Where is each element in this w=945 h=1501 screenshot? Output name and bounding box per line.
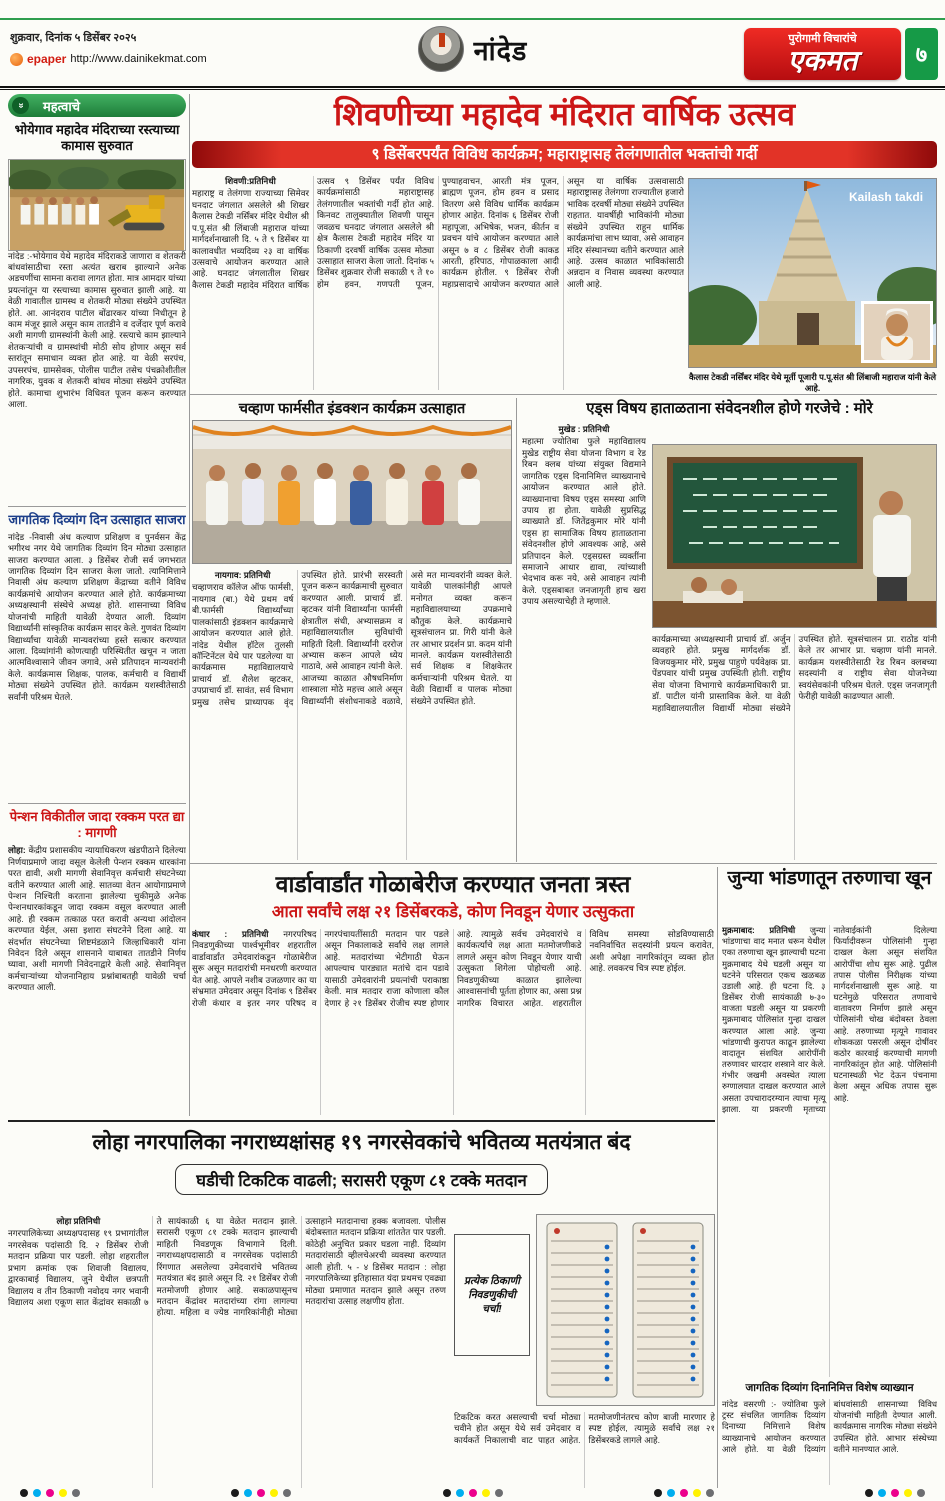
loha-headline: लोहा नगरपालिका नगराध्यक्षांसह १९ नगरसेवकांचे भवितव्य मतयंत्रात बंद: [92, 1131, 631, 1154]
masthead-title: एकमत: [787, 45, 858, 76]
important-section-label: महत्वाचे: [43, 98, 80, 114]
site-url: http://www.dainikekmat.com: [70, 53, 207, 65]
sidebar-important-column: [8, 94, 186, 1116]
registration-dot-group: [231, 1489, 291, 1497]
dateline: मुक्रमाबाद: प्रतिनिधी: [722, 925, 796, 935]
ward-body: कंधार : प्रतिनिधी नगरपरिषद निवडणुकीच्या पार्श्वभूमीवर शहरातील वार्डावार्डांत उमेदवारांकडून गोळाबेरीज सुरू असून मतदारांची मनधरणी करण्यात येत आहे. आपले नशीब उजळणार का या संभ्रमात उमेदवार असून दिनांक ९ डिसेंबर रोजी कंधार व इतर नगर परिषद व नगरपंचायतींसाठी मतदान पार पडले असून निकालाकडे सर्वांचे लक्ष लागले आहे. मतदारांच्या भेटीगाठी घेऊन आपल्याच पारड्यात मतांचे दान पडावे यासाठी उमेदवारांनी प्रयत्नांची पराकाष्ठा केली. मात्र मतदार राजा कोणाला कौल देणार हे २१ डिसेंबर रोजीच स्पष्ट होणार आहे. त्यामुळे सर्वच उमेदवारांचे व कार्यकर्त्यांचे लक्ष आता मतमोजणीकडे लागले असून कोण निवडून येणार याची उत्सुकता शिगेला पोहोचली आहे. निवडणुकीच्या काळात झालेल्या आश्वासनांची पूर्तता होणार का, असा प्रश्न नागरिक विचारत आहेत. शहरातील विविध समस्या सोडविण्यासाठी नवनिर्वाचित सदस्यांनी प्रयत्न करावेत, अशी अपेक्षा नागरिकांतून व्यक्त होत आहे. लवकरच चित्र स्पष्ट होईल.: [192, 929, 714, 1008]
sidebar-article3-headline: पेन्शन विकीतील जादा रक्कम परत द्या : मागणी: [9, 808, 185, 840]
murder-body: मुक्रमाबाद: प्रतिनिधी जुन्या भांडणाचा वाद मनात धरून येथील एका तरुणाचा खून झाल्याची घटना मुक्रमाबाद येथे घडली असून या घटनेने परिसरात एकच खळबळ उडाली आहे. ही घटना दि. ३ डिसेंबर रोजी सायंकाळी ७-३० वाजता घडली असून या प्रकरणी मुक्रमाबाद पोलिसांत गुन्हा दाखल करण्यात आला आहे. जुन्या भांडणाची कुरापत काढून झालेल्या वादातून संशयित आरोपींनी तरुणावर धारदार शस्त्राने वार केले. गंभीर जखमी अवस्थेत त्याला रुग्णालयात दाखल करण्यात आले असता उपचारादरम्यान त्याचा मृत्यू झाला. या प्रकरणी मृताच्या नातेवाईकांनी दिलेल्या फिर्यादीवरून पोलिसांनी गुन्हा दाखल केला असून संशयित आरोपींचा शोध सुरू आहे. पुढील तपास पोलीस निरीक्षक यांच्या मार्गदर्शनाखाली सुरू आहे. या घटनेमुळे परिसरात तणावाचे वातावरण निर्माण झाले असून पोलिसांनी चोख बंदोबस्त ठेवला आहे. तरुणाच्या मृत्यूने गावावर शोककळा पसरली असून दोषींवर कठोर कारवाई करण्याची मागणी नागरिकांतून होत आहे. पोलिसांनी घटनास्थळी भेट देऊन पंचनामा केला असून अधिक तपास सुरू आहे.: [722, 925, 937, 1114]
desk: [653, 601, 936, 627]
election-buzz-notice: प्रत्येक ठिकाणी निवडणुकीची चर्चा!: [454, 1234, 530, 1356]
lead-article-body: शिवणी:प्रतिनिधी महाराष्ट्र व तेलंगणा राज्याच्या सिमेवर घनदाट जंगलात असलेले श्री शिखर कैलास टेकडी नर्सिंबर मंदिर येथील श्री प.पू.संत श्री लिंबाजी महाराज यांच्या मार्गदर्शनाखाली दि. ५ ते ९ डिसेंबर या कालावधीत भव्यदिव्य २३ वा वार्षिक उत्सवाचे आयोजन करण्यात आले आहे. घनदाट जंगलातील शिखर कैलास टेकडी महादेव मंदिरात वार्षिक उत्सव ९ डिसेंबर पर्यंत विविध कार्यक्रमांसाठी महाराष्ट्रासह तेलंगणातील भक्तांची गर्दी होत आहे. किनवट तालुक्यातील शिवणी पासून जवळच घनदाट जंगलात असलेले श्री क्षेत्र कैलास टेकडी महादेव मंदिर या ठिकाणी दरवर्षी वार्षिक उत्सव मोठ्या उत्साहात साजरा केला जातो. दिनांक ५ डिसेंबर शुक्रवार रोजी सकाळी ९ ते १० होम हवन, गणपती पूजन, पुण्याहवाचन, आरती मंत्र पूजन, ब्राह्मण पूजन, होम हवन व प्रसाद वितरण असे विविध धार्मिक कार्यक्रम होणार आहेत. दिनांक ६ डिसेंबर रोजी महापूजा, अभिषेक, भजन, कीर्तन व प्रवचन यांचे आयोजन करण्यात आले असून ७ व ८ डिसेंबर रोजी काकड आरती, हरिपाठ, गोपाळकाला आदी कार्यक्रम होतील. ९ डिसेंबर रोजी महाप्रसादाचे आयोजन करण्यात आले असून या वार्षिक उत्सवासाठी महाराष्ट्रासह तेलंगणा राज्यातील हजारो भाविक दरवर्षी मोठ्या संख्येने उपस्थित राहतात. यावर्षीही भाविकांनी मोठ्या संख्येने उपस्थित राहून धार्मिक कार्यक्रमांचा लाभ घ्यावा, असे आवाहन मंदिर संस्थानच्या वतीने करण्यात आले आहे. उत्सव काळात भाविकांसाठी अन्नदान व निवास व्यवस्था करण्यात आली आहे.: [192, 176, 684, 290]
registration-dot-group: [865, 1489, 925, 1497]
page-number: ७: [905, 28, 938, 80]
aids-body-bottom: कार्यक्रमाच्या अध्यक्षस्थानी प्राचार्य डॉ. अर्जुन व्यवहारे होते. प्रमुख मार्गदर्शक डॉ. विजयकुमार मोरे, प्रमुख पाहुणे पर्यवेक्षक प्रा. पेंडपवार यांची प्रमुख उपस्थिती होती. राष्ट्रीय सेवा योजना विभागाचे कार्यक्रमाधिकारी प्रा. डॉ. पाटील यांनी प्रास्ताविक केले. या वेळी महाविद्यालयातील विद्यार्थी मोठ्या संख्येने उपस्थित होते. सूत्रसंचालन प्रा. राठोड यांनी केले तर आभार प्रा. चव्हाण यांनी मानले. कार्यक्रम यशस्वीतेसाठी रेड रिबन क्लबच्या सदस्यांनी व राष्ट्रीय सेवा योजनेच्या स्वयंसेवकांनी परिश्रम घेतले. एड्स जनजागृती फेरीही यावेळी काढण्यात आली.: [652, 634, 937, 713]
induction-body: नायगाव: प्रतिनिधी चव्हाणराव कॉलेज ऑफ फार्मसी, नायगाव (बा.) येथे प्रथम वर्ष बी.फार्मसी विद्यार्थ्यांच्या पालकांसाठी इंडक्शन कार्यक्रमाचे आयोजन करण्यात आले होते. नांदेड येथील हॉटेल तुलसी कॉन्टिनेंटल येथे पार पडलेल्या या कार्यक्रमास महाविद्यालयाचे प्राचार्य डॉ. शैलेश व्हटकर, उपप्राचार्य डॉ. सावंत, सर्व विभाग प्रमुख तसेच प्राध्यापक वृंद उपस्थित होते. प्रारंभी सरस्वती पूजन करून कार्यक्रमाची सुरुवात करण्यात आली. प्राचार्य डॉ. व्हटकर यांनी विद्यार्थ्यांना फार्मसी क्षेत्रातील संधी, अभ्यासक्रम व महाविद्यालयातील सुविधांची माहिती दिली. विद्यार्थ्यांनी दररोज अभ्यास करून आपले ध्येय गाठावे, असे आवाहन त्यांनी केले. आजच्या काळात औषधनिर्माण शास्त्राला मोठे महत्त्व आले असून विद्यार्थ्यांनी संशोधनाकडे वळावे, असे मत मान्यवरांनी व्यक्त केले. यावेळी पालकांनीही आपले मनोगत व्यक्त करून महाविद्यालयाच्या उपक्रमाचे कौतुक केले. कार्यक्रमाचे सूत्रसंचालन प्रा. गिरी यांनी केले तर आभार प्रदर्शन प्रा. कदम यांनी मानले. कार्यक्रम यशस्वीतेसाठी सर्व शिक्षक व शिक्षकेतर कर्मचाऱ्यांनी परिश्रम घेतले. या वेळी विद्यार्थी व पालक मोठ्या संख्येने उपस्थित होते.: [192, 570, 512, 707]
dateline: शिवणी:प्रतिनिधी: [225, 176, 276, 186]
murder-headline: जुन्या भांडणातून तरुणाचा खून: [727, 868, 932, 889]
loha-deck: घडीची टिकटिक वाढली; सरासरी एकूण ८१ टक्के मतदान: [175, 1164, 548, 1195]
section-rule: [190, 863, 937, 864]
evm-unit-left: [547, 1223, 617, 1397]
sidebar-article3-body: लोहा: केंद्रीय प्रशासकीय न्यायाधिकरण खंडपीठाने दिलेल्या निर्णयाप्रमाणे जादा वसूल केलेली पेन्शन रक्कम धारकांना परत द्यावी, अशी मागणी सेवानिवृत्त कर्मचारी संघटनेच्या वतीने करण्यात आली आहे. सातव्या वेतन आयोगाप्रमाणे पेन्शन निश्चिती करताना झालेल्या चुकीमुळे अनेक पेन्शनधारकांकडून जादा रक्कम वसूल करण्यात आली आहे. ही रक्कम तत्काळ परत करावी अन्यथा आंदोलन करण्यात येईल, असा इशारा संघटनेने दिला आहे. या संदर्भात संघटनेच्या शिष्टमंडळाने जिल्हाधिकारी यांना निवेदन दिले असून शासनाने याबाबत तातडीने निर्णय घ्यावा, अशी मागणी निवेदनाद्वारे केली आहे. सेवानिवृत्त कर्मचाऱ्यांच्या योजनानिहाय प्रश्नांबाबतही यावेळी चर्चा करण्यात आली.: [8, 845, 186, 993]
dateline: नायगाव: प्रतिनिधी: [214, 570, 271, 580]
evm-machines-photo: [536, 1214, 715, 1406]
ward-headline: वार्डावार्डांत गोळाबेरीज करण्यात जनता त्रस्त: [275, 871, 631, 897]
newspaper-logo-icon: [418, 26, 464, 72]
important-section-header: [8, 94, 186, 117]
dateline: लोहा प्रतिनिधी: [56, 1216, 101, 1226]
aids-lecture-photo: [652, 444, 937, 628]
edition-name: नांदेड: [473, 35, 528, 66]
inset-portrait: [861, 301, 933, 363]
print-registration-marks: [0, 1487, 945, 1499]
dateline: मुखेड : प्रतिनिधी: [558, 424, 610, 434]
masthead-tagline: पुरोगामी विचारांचे: [788, 33, 857, 45]
lead-photo-caption: कैलास टेकडी नर्सिंबर मंदिर येथे मूर्ती पूजारी प.पू.संत श्री लिंबाजी महाराज यांनी केले आहे.: [688, 372, 937, 393]
temple-photo: [688, 178, 937, 368]
loha-body: लोहा प्रतिनिधी नगरपालिकेच्या अध्यक्षपदासह १९ प्रभागांतील नगरसेवक पदांसाठी दि. २ डिसेंबर रोजी मतदान प्रक्रिया पार पडली. लोहा शहरातील प्रभाग क्रमांक एक शिवाजी विद्यालय, द्वारकाबाई विद्यालय, जुने येथील छत्रपती विद्यालय व तीन ठिकाणी नवोदय नगर भवानी विद्यालय अशा एकूण सात केंद्रांवर सकाळी ७ ते सायंकाळी ६ या वेळेत मतदान झाले. सरासरी एकूण ८१ टक्के मतदान झाल्याची माहिती निवडणूक विभागाने दिली. नगराध्यक्षपदासाठी व नगरसेवक पदांसाठी रिंगणात असलेल्या उमेदवारांचे भवितव्य मतयंत्रात बंद झाले असून दि. २१ डिसेंबर रोजी मतमोजणी होणार आहे. सकाळपासूनच मतदान केंद्रांवर मतदारांच्या रांगा लागल्या होत्या. महिला व ज्येष्ठ नागरिकांनीही मोठ्या उत्साहाने मतदानाचा हक्क बजावला. पोलीस बंदोबस्तात मतदान प्रक्रिया शांततेत पार पडली. कोठेही अनुचित प्रकार घडला नाही. दिव्यांग मतदारांसाठी व्हीलचेअरची व्यवस्था करण्यात आली होती. ५ - ४ डिसेंबर मतदान : लोहा नगरपालिकेच्या इतिहासात यंदा प्रथमच एवढ्या मोठ्या प्रमाणात मतदान झाले असून तरुण मतदारांचा उत्साह लक्षणीय होता.: [8, 1216, 446, 1318]
date-line: शुक्रवार, दिनांक ५ डिसेंबर २०२५: [10, 32, 137, 44]
ward-article: [192, 867, 714, 1117]
lecture-body: नांदेड वसरणी :- ज्योतिबा फुले ट्रस्ट संचलित जागतिक दिव्यांग दिनाच्या निमित्ताने विशेष व्याख्यानाचे आयोजन करण्यात आले होते. या वेळी दिव्यांग बांधवांसाठी शासनाच्या विविध योजनांची माहिती देण्यात आली. कार्यक्रमास नागरिक मोठ्या संख्येने उपस्थित होते. आभार संस्थेच्या वतीने मानण्यात आले.: [722, 1399, 937, 1454]
sidebar-article1-headline: भोयेगाव महादेव मंदिराच्या रस्त्याच्या कामास सुरुवात: [14, 122, 180, 154]
lecture-headline: जागतिक दिव्यांग दिनानिमित्त विशेष व्याख्यान: [745, 1382, 914, 1394]
column-rule: [516, 398, 517, 862]
lead-deck-banner: ९ डिसेंबरपर्यंत विविध कार्यक्रम; महाराष्ट्रासह तेलंगणातील भक्तांची गर्दी: [192, 141, 937, 168]
sidebar-divider-rule: [189, 94, 190, 1116]
registration-dot-group: [654, 1489, 714, 1497]
epaper-label: epaper: [27, 52, 67, 66]
section-rule: [190, 394, 937, 395]
aids-article: [522, 398, 937, 862]
murder-article: [722, 867, 937, 1488]
evm-unit-right: [633, 1223, 703, 1397]
divider: [8, 803, 186, 804]
aids-headline: एड्स विषय हाताळताना संवेदनशील होणे गरजेचे : मोरे: [586, 400, 873, 417]
sidebar-article2-headline: जागतिक दिव्यांग दिन उत्साहात साजरा: [8, 511, 186, 527]
roadwork-photo: [8, 159, 186, 251]
induction-photo: [192, 420, 512, 564]
sidebar-article1-body: नांदेड :-भोयेगाव येथे महादेव मंदिराकडे जाणारा व शेतकरी बांधवांसाठीचा रस्ता अत्यंत खराब झाल्याने अनेक अडचणींचा सामना करावा लागत होता. मात्र आमदार यांच्या प्रयत्नांतून या रस्त्याच्या कामास सुरुवात झाली आहे. या वेळी गावातील ग्रामस्थ व शेतकरी मोठ्या संख्येने उपस्थित होते. आ. आनंदराव पाटील बोंढारकर यांच्या निधीतून हे काम मंजूर झाले असून काम तातडीने व दर्जेदार पूर्ण करावे अशी मागणी ग्रामस्थांनी केली आहे. रस्त्याचे काम झाल्याने शेतकऱ्यांची व ग्रामस्थांची मोठी सोय होणार असून सर्व स्तरांतून समाधान व्यक्त होत आहे. या वेळी सरपंच, उपसरपंच, ग्रामसेवक, पोलीस पाटील तसेच पंचक्रोशीतील नागरिक, युवक व शेतकरी बांधव मोठ्या संख्येने उपस्थित होते. कामाचा शुभारंभ विधिवत पूजन करून करण्यात आला.: [8, 250, 186, 409]
top-green-rule: [0, 18, 945, 20]
loha-body-continued: टिकटिक करत असल्याची चर्चा मोठ्या चवीने होत असून येथे सर्व उमेदवार व कार्यकर्ते निकालाची वाट पाहत आहेत. मतमोजणीनंतरच कोण बाजी मारणार हे स्पष्ट होईल, त्यामुळे सर्वांचे लक्ष २१ डिसेंबरकडे लागले आहे.: [454, 1412, 715, 1445]
chevron-down-icon: »: [12, 97, 29, 114]
divider: [8, 506, 186, 507]
masthead: [744, 28, 901, 80]
dateline: लोहा:: [8, 845, 26, 856]
registration-dot-group: [443, 1489, 503, 1497]
ward-deck: आता सर्वांचे लक्ष २१ डिसेंबरकडे, कोण निवडून येणार उत्सुकता: [271, 903, 635, 921]
photo-label: Kailash takdi: [849, 190, 924, 204]
lead-headline: शिवणीच्या महादेव मंदिरात वार्षिक उत्सव: [333, 96, 796, 132]
aids-body-left: मुखेड : प्रतिनिधी महात्मा ज्योतिबा फुले महाविद्यालय मुखेड राष्ट्रीय सेवा योजना विभाग व रेड रिबन क्लब यांच्या संयुक्त विद्यमाने जागतिक एड्स दिनानिमित्त व्याख्यानाचे आयोजन करण्यात आले होते. व्याख्यानाचा विषय एड्स समस्या आणि उपाय हा होता. यावेळी सुप्रसिद्ध व्याख्याते डॉ. जितेंद्रकुमार मोरे यांनी एड्स हा सामाजिक विषय हाताळताना संवेदनशील होणे आवश्यक आहे, असे प्रतिपादन केले. एड्सग्रस्त व्यक्तींना समाजाने आधार द्यावा, त्यांच्याशी भेदभाव करू नये, असे आवाहन त्यांनी केले. एड्सबाबत जनजागृती हाच खरा उपाय असल्याचेही ते म्हणाले.: [522, 424, 646, 607]
dateline: कंधार : प्रतिनिधी: [192, 929, 269, 939]
registration-dot-group: [20, 1489, 80, 1497]
column-rule: [717, 867, 718, 1488]
loha-election-article: [8, 1120, 715, 1488]
induction-article: [192, 398, 512, 862]
sidebar-article2-body: नांदेड -निवासी अंध कल्याण प्रशिक्षण व पुनर्वसन केंद्र भगीरथ नगर येथे जागतिक दिव्यांग दिन मोठ्या उत्साहात साजरा करण्यात आला. ३ डिसेंबर रोजी सर्व जगभरात जागतिक दिव्यांग दिन साजरा केला जातो. त्यानिमित्ताने निवासी अंध कल्याण प्रशिक्षण केंद्राच्या वतीने विविध कार्यक्रमांचे आयोजन करण्यात आले होते. कार्यक्रमाच्या अध्यक्षस्थानी संस्थेचे अध्यक्ष होते. शासनाच्या विविध योजनांची माहिती यावेळी देण्यात आली. दिव्यांग विद्यार्थ्यांनी सांस्कृतिक कार्यक्रम सादर केले. गुणवंत दिव्यांग विद्यार्थ्यांचा यावेळी मान्यवरांच्या हस्ते सत्कार करण्यात आला. दिव्यांगांनी कोणत्याही परिस्थितीत खचून न जाता आत्मविश्वासाने जीवन जगावे, असे प्रतिपादन मान्यवरांनी केले. कार्यक्रमास शिक्षक, पालक, कर्मचारी व विद्यार्थी मोठ्या संख्येने उपस्थित होते. कार्यक्रम यशस्वीतेसाठी सर्वांनी परिश्रम घेतले.: [8, 531, 186, 702]
induction-headline: चव्हाण फार्मसीत इंडक्शन कार्यक्रम उत्साहात: [238, 401, 466, 417]
header-rule: [0, 86, 945, 90]
